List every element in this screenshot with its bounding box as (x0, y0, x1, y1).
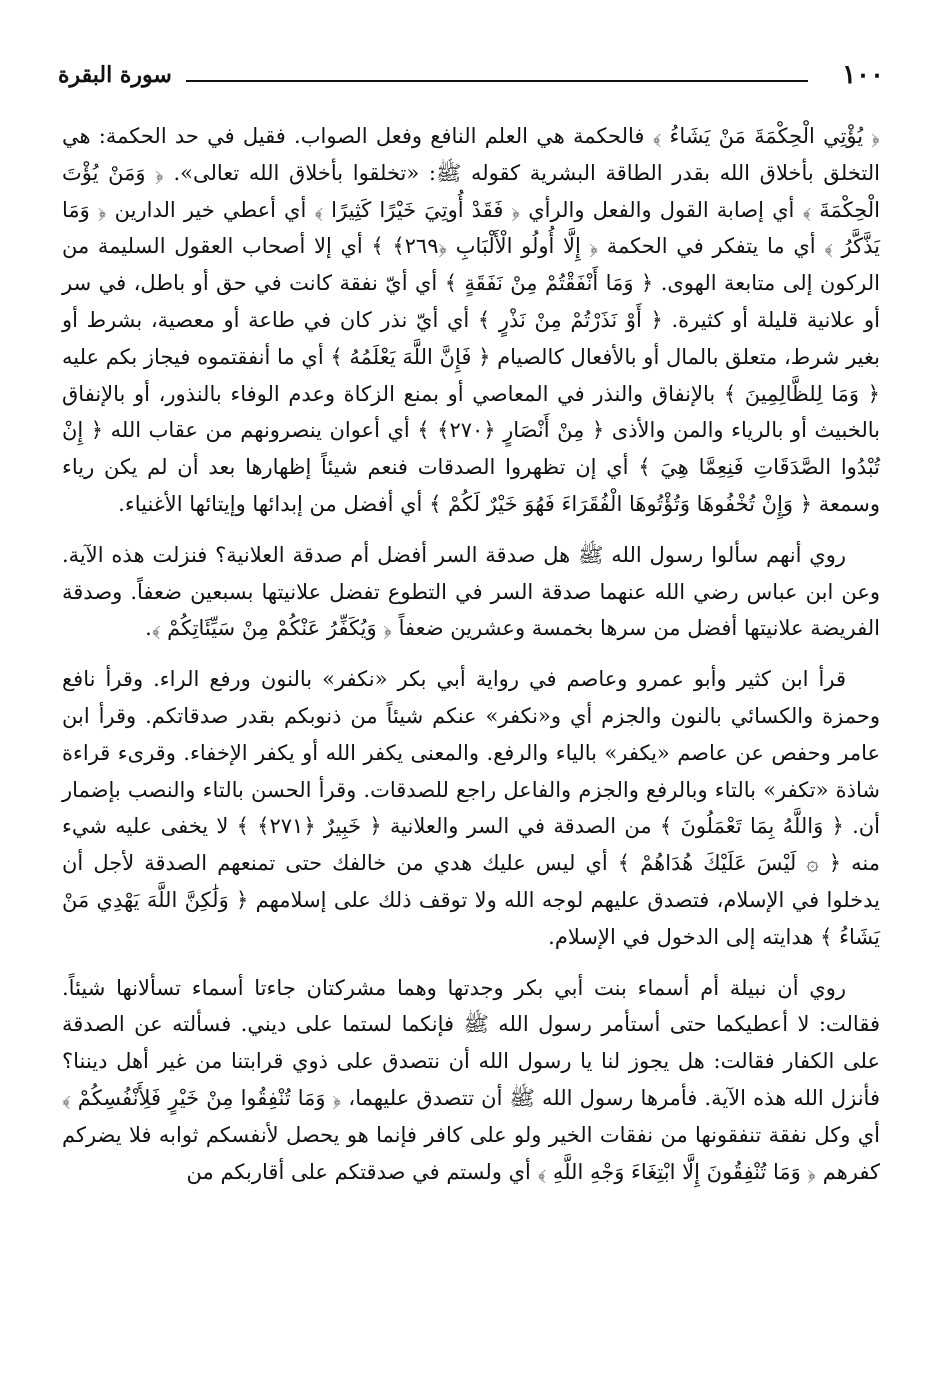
page-number: ١٠٠ (842, 60, 884, 90)
tafsir-paragraph: ﴿ يُؤْتِي الْحِكْمَةَ مَنْ يَشَاءُ ﴾ فالحكمة هي العلم النافع وفعل الصواب. فقيل في حد الحكمة: هي التخلق بأخلاق الله بقدر الطاقة البشرية كقوله ﷺ: «تخلقوا بأخلاق الله تعالى». ﴿ وَمَنْ يُؤْتَ الْحِكْمَةَ ﴾ أي إصابة القول والفعل والرأي ﴿ فَقَدْ أُوتِيَ خَيْرًا كَثِيرًا ﴾ أي أعطي خير الدارين ﴿ وَمَا يَذَّكَّرُ ﴾ أي ما يتفكر في الحكمة ﴿ إِلَّا أُولُو الْأَلْبَابِ ﴿٢٦٩﴾ ﴾ أي إلا أصحاب العقول السليمة من الركون إلى متابعة الهوى. ﴿ وَمَا أَنْفَقْتُمْ مِنْ نَفَقَةٍ ﴾ أي أيّ نفقة كانت في حق أو باطل، في سر أو علانية قليلة أو كثيرة. ﴿ أَوْ نَذَرْتُمْ مِنْ نَذْرٍ ﴾ أي أيّ نذر كان في طاعة أو معصية، بشرط أو بغير شرط، متعلق بالمال أو بالأفعال كالصيام ﴿ فَإِنَّ اللَّهَ يَعْلَمُهُ ﴾ أي ما أنفقتموه فيجاز بكم عليه ﴿ وَمَا لِلظَّالِمِينَ ﴾ بالإنفاق والنذر في المعاصي أو بمنع الزكاة وعدم الوفاء بالنذور، أو بالإنفاق بالخبيث أو بالرياء والمن والأذى ﴿ مِنْ أَنْصَارٍ ﴿٢٧٠﴾ ﴾ أي أعوان ينصرونهم من عقاب الله ﴿ إِنْ تُبْدُوا الصَّدَقَاتِ فَنِعِمَّا هِيَ ﴾ أي إن تظهروا الصدقات فنعم شيئاً إظهارها بعد أن لم يكن رياء وسمعة ﴿ وَإِنْ تُخْفُوهَا وَتُؤْتُوهَا الْفُقَرَاءَ فَهُوَ خَيْرٌ لَكُمْ ﴾ أي أفضل من إبدائها وإيتائها الأغنياء. (62, 124, 881, 516)
page-body (62, 118, 880, 1190)
tafsir-paragraph: روي أنهم سألوا رسول الله ﷺ هل صدقة السر أفضل أم صدقة العلانية؟ فنزلت هذه الآية. وعن ابن عباس رضي الله عنهما صدقة السر في التطوع تفضل علانيتها بسبعين ضعفاً. وصدقة الفريضة علانيتها أفضل من سرها بخمسة وعشرين ضعفاً ﴿ وَيُكَفِّرُ عَنْكُمْ مِنْ سَيِّئَاتِكُمْ ﴾. (62, 542, 880, 641)
tafsir-paragraph: قرأ ابن كثير وأبو عمرو وعاصم في رواية أبي بكر «نكفر» بالنون ورفع الراء. وقرأ نافع وحمزة والكسائي بالنون والجزم أي و«نكفر» عنكم شيئاً من ذنوبكم بقدر صدقاتكم. وقرأ ابن عامر وحفص عن عاصم «يكفر» بالياء والرفع. والمعنى يكفر الله أو يكفر الإخفاء. وقرىء قراءة شاذة «تكفر» بالتاء وبالرفع والجزم والفاعل راجع للصدقات. وقرأ الحسن بالتاء والنصب بإضمار أن. ﴿ وَاللَّهُ بِمَا تَعْمَلُونَ ﴾ من الصدقة في السر والعلانية ﴿ خَبِيرٌ ﴿٢٧١﴾ ﴾ لا يخفى عليه شيء منه ﴿ ۞ لَيْسَ عَلَيْكَ هُدَاهُمْ ﴾ أي ليس عليك هدي من خالفك حتى تمنعهم الصدقة لأجل أن يدخلوا في الإسلام، فتصدق عليهم لوجه الله ولا توقف ذلك على إسلامهم ﴿ وَلَٰكِنَّ اللَّهَ يَهْدِي مَنْ يَشَاءُ ﴾ هدايته إلى الدخول في الإسلام. (62, 667, 880, 949)
surah-name: سورة البقرة (58, 62, 172, 88)
tafsir-paragraph: روي أن نبيلة أم أسماء بنت أبي بكر وجدتها وهما مشركتان جاءتا أسماء تسألانها شيئاً. فقالت: لا أعطيكما حتى أستأمر رسول الله ﷺ فإنكما لستما على ديني. فسألته عن الصدقة على الكفار فقالت: هل يجوز لنا يا رسول الله أن نتصدق على ذوي قرابتنا من غير أهل ديننا؟ فأنزل الله هذه الآية. فأمرها رسول الله ﷺ أن تتصدق عليهما، ﴿ وَمَا تُنْفِقُوا مِنْ خَيْرٍ فَلِأَنْفُسِكُمْ ﴾ أي وكل نفقة تنفقونها من نفقات الخير ولو على كافر فإنما هو يحصل لأنفسكم ثوابه فلا يضركم كفرهم ﴿ وَمَا تُنْفِقُونَ إِلَّا ابْتِغَاءَ وَجْهِ اللَّهِ ﴾ أي ولستم في صدقتكم على أقاربكم من (62, 975, 880, 1184)
header-rule (186, 80, 808, 82)
page-header (58, 60, 884, 100)
